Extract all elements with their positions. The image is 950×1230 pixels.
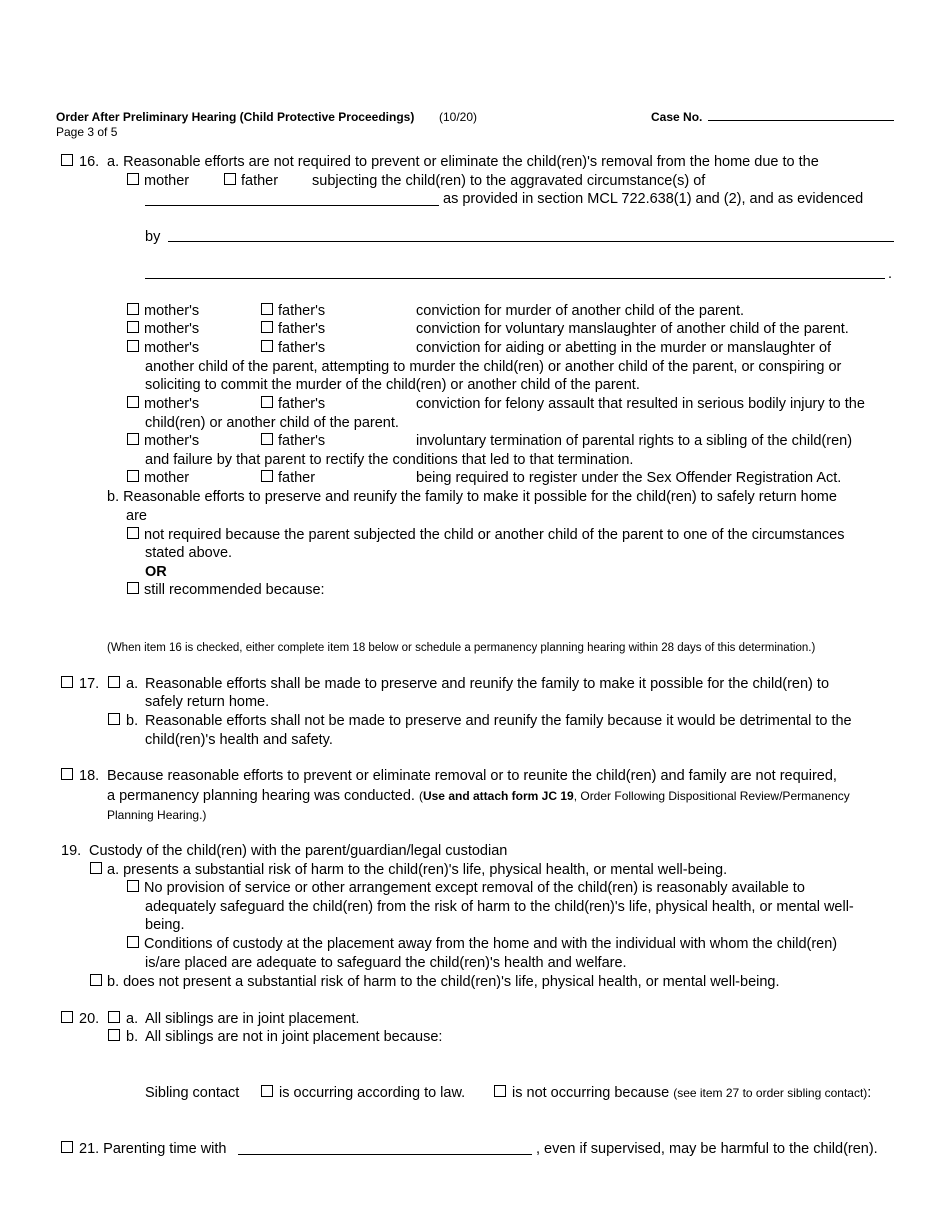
item17a-text-line2: safely return home.	[145, 694, 270, 710]
circ1-text: conviction for murder of another child of the parent.	[416, 303, 745, 319]
circ4-mother-checkbox[interactable]	[127, 396, 139, 408]
not-required-text: not required because the parent subjected the child or another child of the parent to one of the circumstances	[144, 527, 845, 543]
item19a2-text-line2: is/are placed are adequate to safeguard the child(ren)'s health and welfare.	[145, 955, 627, 971]
circ6-mother-checkbox[interactable]	[127, 470, 139, 482]
evidenced-period: .	[888, 266, 893, 282]
form-revision: (10/20)	[439, 110, 478, 124]
item16a-as-provided: as provided in section MCL 722.638(1) and (2), and as evidenced	[443, 191, 864, 207]
evidenced-by-field[interactable]	[168, 241, 894, 242]
circ4-text-line2: child(ren) or another child of the parent.	[145, 415, 399, 431]
item20a-text: All siblings are in joint placement.	[145, 1011, 360, 1027]
circ1-father-label: father's	[278, 303, 326, 319]
item17b-label: b.	[126, 713, 139, 729]
circ6-father-label: father	[278, 470, 316, 486]
circ3-father-checkbox[interactable]	[261, 340, 273, 352]
item17a-label: a.	[126, 676, 139, 692]
item18-number: 18.	[79, 768, 100, 784]
item19a-text: a. presents a substantial risk of harm to the child(ren)'s life, physical health, or mental well-being.	[107, 862, 728, 878]
circ4-father-checkbox[interactable]	[261, 396, 273, 408]
item21-checkbox[interactable]	[61, 1141, 73, 1153]
item17-checkbox[interactable]	[61, 676, 73, 688]
case-no-label: Case No.	[651, 110, 703, 124]
circ5-text: involuntary termination of parental rights to a sibling of the child(ren)	[416, 433, 853, 449]
item19-number: 19.	[61, 843, 82, 859]
sibling-not-occurring-text: is not occurring because (see item 27 to order sibling contact):	[512, 1085, 872, 1101]
evidenced-by-field-line2[interactable]	[145, 278, 885, 279]
circ3-text-line2: another child of the parent, attempting to murder the child(ren) or another child of the parent, or conspiring or	[145, 359, 842, 375]
item19a1-checkbox[interactable]	[127, 880, 139, 892]
circ3-text-line3: soliciting to commit the murder of the child(ren) or another child of the parent.	[145, 377, 640, 393]
item16b-are: are	[126, 508, 147, 524]
circ1-father-checkbox[interactable]	[261, 303, 273, 315]
item20b-checkbox[interactable]	[108, 1029, 120, 1041]
item17b-text: Reasonable efforts shall not be made to preserve and reunify the family because it would be detrimental to the	[145, 713, 852, 729]
circ3-mother-checkbox[interactable]	[127, 340, 139, 352]
circ3-mother-label: mother's	[144, 340, 200, 356]
item19a1-text-line3: being.	[145, 917, 185, 933]
item17a-text: Reasonable efforts shall be made to preserve and reunify the family to make it possible for the child(ren) to	[145, 676, 830, 692]
stated-above-text: stated above.	[145, 545, 233, 561]
item16a-text: a. Reasonable efforts are not required to prevent or eliminate the child(ren)'s removal from the home due to the	[107, 154, 819, 170]
still-recommended-text: still recommended because:	[144, 582, 325, 598]
circ6-mother-label: mother	[144, 470, 190, 486]
circ5-father-label: father's	[278, 433, 326, 449]
circ5-mother-checkbox[interactable]	[127, 433, 139, 445]
evidenced-by-label: by	[145, 229, 161, 245]
sibling-not-occurring-checkbox[interactable]	[494, 1085, 506, 1097]
sibling-occurring-text: is occurring according to law.	[279, 1085, 466, 1101]
item20b-label: b.	[126, 1029, 139, 1045]
item19a2-text: Conditions of custody at the placement away from the home and with the individual with whom the child(ren)	[144, 936, 838, 952]
item21-text: , even if supervised, may be harmful to the child(ren).	[536, 1141, 878, 1157]
circ4-text: conviction for felony assault that resulted in serious bodily injury to the	[416, 396, 865, 412]
item20-number: 20.	[79, 1011, 100, 1027]
item18-text: Because reasonable efforts to prevent or eliminate removal or to reunite the child(ren) and family are not required,	[107, 768, 837, 784]
circ3-text: conviction for aiding or abetting in the murder or manslaughter of	[416, 340, 832, 356]
circ2-father-label: father's	[278, 321, 326, 337]
item18-checkbox[interactable]	[61, 768, 73, 780]
circ6-father-checkbox[interactable]	[261, 470, 273, 482]
item17a-checkbox[interactable]	[108, 676, 120, 688]
circ2-mother-label: mother's	[144, 321, 200, 337]
item20a-label: a.	[126, 1011, 139, 1027]
circ2-text: conviction for voluntary manslaughter of another child of the parent.	[416, 321, 849, 337]
item19b-checkbox[interactable]	[90, 974, 102, 986]
item16a-father-label: father	[241, 173, 279, 189]
item16b-text: b. Reasonable efforts to preserve and reunify the family to make it possible for the child(ren) to safely return home	[107, 489, 837, 505]
item19a2-checkbox[interactable]	[127, 936, 139, 948]
item16-note: (When item 16 is checked, either complete item 18 below or schedule a permanency planning hearing within 28 days of this determination.)	[107, 642, 816, 654]
item16a-subjecting: subjecting the child(ren) to the aggravated circumstance(s) of	[312, 173, 706, 189]
see-item-27: (see item 27 to order sibling contact)	[673, 1086, 868, 1100]
not-required-checkbox[interactable]	[127, 527, 139, 539]
page-number: Page 3 of 5	[56, 125, 118, 139]
item20b-text: All siblings are not in joint placement because:	[145, 1029, 443, 1045]
sibling-occurring-checkbox[interactable]	[261, 1085, 273, 1097]
circ2-mother-checkbox[interactable]	[127, 321, 139, 333]
item19a1-text: No provision of service or other arrangement except removal of the child(ren) is reasonably available to	[144, 880, 805, 896]
item16a-father-checkbox[interactable]	[224, 173, 236, 185]
or-label: OR	[145, 564, 167, 580]
item16a-mother-checkbox[interactable]	[127, 173, 139, 185]
circ6-text: being required to register under the Sex Offender Registration Act.	[416, 470, 842, 486]
circ2-father-checkbox[interactable]	[261, 321, 273, 333]
circ1-mother-checkbox[interactable]	[127, 303, 139, 315]
item19-title: Custody of the child(ren) with the parent/guardian/legal custodian	[89, 843, 508, 859]
item16-number: 16.	[79, 154, 100, 170]
item20-checkbox[interactable]	[61, 1011, 73, 1023]
circ5-father-checkbox[interactable]	[261, 433, 273, 445]
item21-label: 21. Parenting time with	[79, 1141, 227, 1157]
form-title: Order After Preliminary Hearing (Child Protective Proceedings)	[56, 110, 415, 124]
circ5-mother-label: mother's	[144, 433, 200, 449]
item17b-text-line2: child(ren)'s health and safety.	[145, 732, 333, 748]
circ3-father-label: father's	[278, 340, 326, 356]
item17b-checkbox[interactable]	[108, 713, 120, 725]
item18-text-line2: a permanency planning hearing was conducted. (Use and attach form JC 19, Order Following Dispositional Review/Permanency	[107, 788, 850, 804]
circ4-mother-label: mother's	[144, 396, 200, 412]
item16a-mother-label: mother	[144, 173, 190, 189]
sibling-contact-label: Sibling contact	[145, 1085, 240, 1101]
item20a-checkbox[interactable]	[108, 1011, 120, 1023]
item19a-checkbox[interactable]	[90, 862, 102, 874]
still-recommended-checkbox[interactable]	[127, 582, 139, 594]
circ5-text-line2: and failure by that parent to rectify the conditions that led to that termination.	[145, 452, 634, 468]
item18-text-line3: Planning Hearing.)	[107, 808, 207, 822]
item19a1-text-line2: adequately safeguard the child(ren) from the risk of harm to the child(ren)'s life, physical health, or mental well-	[145, 899, 854, 915]
jc19-reference: Use and attach form JC 19	[422, 789, 574, 803]
item19b-text: b. does not present a substantial risk of harm to the child(ren)'s life, physical health, or mental well-being.	[107, 974, 780, 990]
circ4-father-label: father's	[278, 396, 326, 412]
item16-checkbox[interactable]	[61, 154, 73, 166]
parenting-time-with-field[interactable]	[238, 1154, 532, 1155]
item17-number: 17.	[79, 676, 100, 692]
case-no-field[interactable]	[708, 120, 894, 121]
aggravated-circumstance-field[interactable]	[145, 205, 439, 206]
circ1-mother-label: mother's	[144, 303, 200, 319]
